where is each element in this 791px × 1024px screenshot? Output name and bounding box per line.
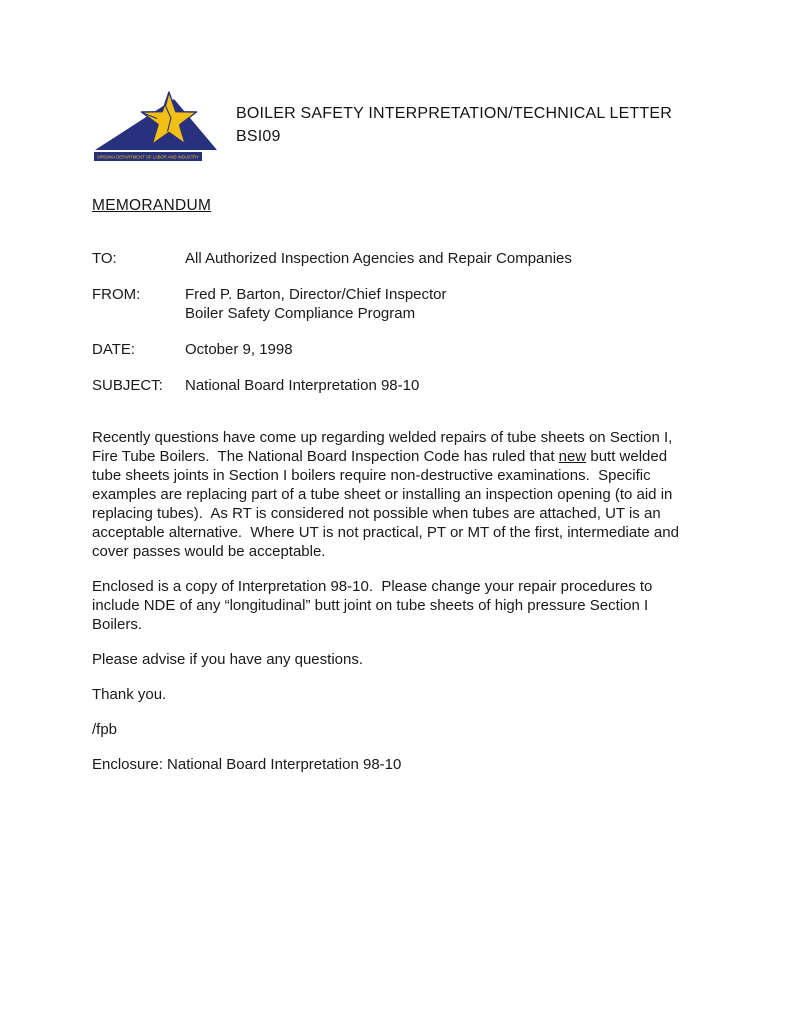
memo-fields xyxy=(92,249,791,395)
doc-title-line2: BSI09 xyxy=(236,128,281,145)
doc-title-line1: BOILER SAFETY INTERPRETATION/TECHNICAL LETTER xyxy=(236,105,673,122)
logo-banner-text: VIRGINIA DEPARTMENT OF LABOR AND INDUSTRY xyxy=(97,154,200,160)
paragraph-1-after: butt welded tube sheets joints in Section I boilers require non-destructive examinations. Specific examples are replacing part of a tube sheet or installing an inspection opening (to aid in replacing tubes). As RT is considered not possible when tubes are attached, UT is an acceptable alternative. Where UT is not practical, PT or MT of the first, intermediate and cover passes would be acceptable. xyxy=(92,448,684,560)
paragraph-1-before: Recently questions have come up regarding welded repairs of tube sheets on Section I, Fire Tube Boilers. The National Board Inspection Code has ruled that xyxy=(92,429,677,465)
enclosure-line: Enclosure: National Board Interpretation 98-10 xyxy=(92,756,402,773)
letterhead xyxy=(90,88,791,168)
field-row-from xyxy=(92,285,791,323)
field-label-subject: SUBJECT: xyxy=(92,377,163,394)
paragraph-3: Please advise if you have any questions. xyxy=(92,651,364,668)
field-value-from xyxy=(185,285,447,323)
virginia-dept-labor-industry-logo-icon xyxy=(90,88,222,168)
from-line-2: Boiler Safety Compliance Program xyxy=(185,305,416,322)
doc-title-block xyxy=(236,88,672,148)
field-value-date: October 9, 1998 xyxy=(185,341,293,358)
memorandum-heading: MEMORANDUM xyxy=(92,197,212,214)
field-label-from: FROM: xyxy=(92,286,141,303)
field-row-subject xyxy=(92,376,791,395)
field-row-date xyxy=(92,340,791,359)
paragraph-2: Enclosed is a copy of Interpretation 98-10. Please change your repair procedures to include NDE of any “longitudinal” butt joint on tube sheets of high pressure Section I Boilers. xyxy=(92,578,657,633)
paragraph-1 xyxy=(92,428,692,561)
field-value-to: All Authorized Inspection Agencies and Repair Companies xyxy=(185,250,572,267)
paragraph-4: Thank you. xyxy=(92,686,167,703)
field-label-to: TO: xyxy=(92,250,117,267)
field-value-subject: National Board Interpretation 98-10 xyxy=(185,377,420,394)
field-row-to xyxy=(92,249,791,268)
from-line-1: Fred P. Barton, Director/Chief Inspector xyxy=(185,286,447,303)
paragraph-1-underlined-word: new xyxy=(558,448,587,465)
memo-body xyxy=(92,428,692,774)
sender-initials: /fpb xyxy=(92,721,118,738)
field-label-date: DATE: xyxy=(92,341,136,358)
